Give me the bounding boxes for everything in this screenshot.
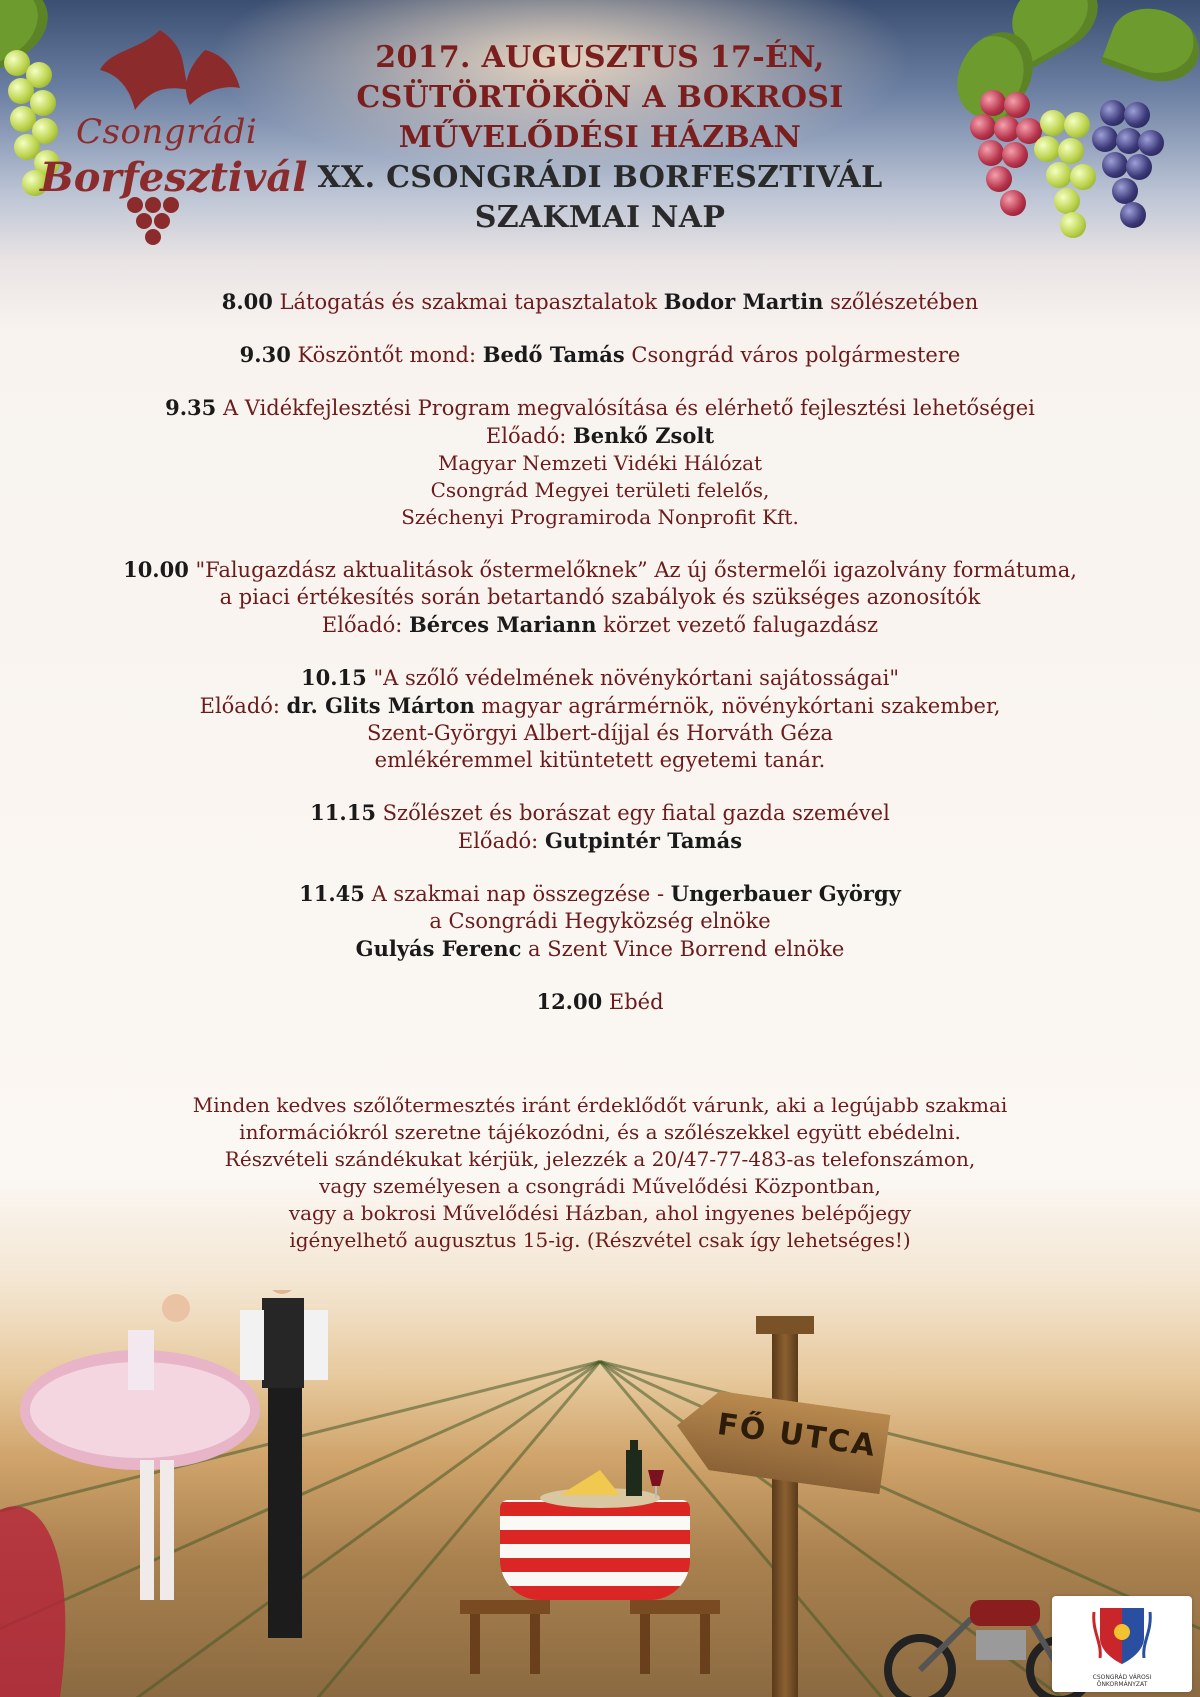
presenter-label: Előadó: — [199, 694, 287, 718]
municipality-crest — [1052, 1596, 1192, 1692]
presenter-label: Előadó: — [485, 424, 573, 448]
signpost-post — [772, 1320, 798, 1697]
program-title: "A szőlő védelmének növénykórtani sajátosságai" — [366, 666, 899, 690]
program-title: Szőlészet és borászat egy fiatal gazda szemével — [375, 801, 890, 825]
signpost-top — [756, 1316, 814, 1334]
program-time: 9.30 — [239, 342, 291, 367]
grapes-right-icon — [950, 0, 1200, 260]
invitation-line: információkról szeretne tájékozódni, és a szőlészekkel együtt ebédelni. — [239, 1120, 961, 1144]
presenter-role: emlékéremmel kitüntetett egyetemi tanár. — [374, 748, 826, 772]
program-item — [20, 288, 1180, 316]
presenter-name: Bérces Mariann — [408, 612, 597, 637]
invitation-line: Minden kedves szőlőtermesztés iránt érdeklődőt várunk, aki a legújabb szakmai — [192, 1093, 1008, 1117]
presenter-role: Csongrád Megyei területi felelős, — [430, 478, 770, 502]
crest-caption-line: CSONGRÁD VÁROSI — [1092, 1674, 1152, 1681]
bench-left-leg — [530, 1614, 540, 1674]
program-text: Látogatás és szakmai tapasztalatok — [272, 290, 664, 314]
bench-right-leg — [640, 1614, 650, 1674]
wine-and-cheese-icon — [530, 1440, 690, 1510]
program-text: Ebéd — [602, 990, 664, 1014]
header-venue: MŰVELŐDÉSI HÁZBAN — [398, 120, 802, 155]
program-title: A Vidékfejlesztési Program megvalósítása és elérhető fejlesztési lehetőségei — [216, 396, 1035, 420]
program-name: Bodor Martin — [663, 289, 824, 314]
presenter-name: Benkő Zsolt — [572, 423, 715, 448]
bench-left — [460, 1600, 550, 1614]
bench-right — [630, 1600, 720, 1614]
invitation-text — [60, 1092, 1140, 1254]
presenter-role: Magyar Nemzeti Vidéki Hálózat — [437, 451, 763, 475]
program-text: Köszöntőt mond: — [290, 343, 483, 367]
program-item — [20, 556, 1180, 639]
program-time: 10.15 — [301, 665, 367, 690]
event-header — [280, 38, 920, 238]
presenter-name: Gutpintér Tamás — [544, 828, 743, 853]
logo-text-csongradi: Csongrádi — [76, 112, 258, 152]
invitation-line: Részvételi szándékukat kérjük, jelezzék a 20/47-77-483-as telefonszámon, — [224, 1147, 976, 1171]
program-item — [20, 394, 1180, 531]
header-day: CSÜTÖRTÖKÖN A BOKROSI — [356, 80, 844, 115]
presenter-role: Szent-Györgyi Albert-díjjal és Horváth Géza — [366, 721, 834, 745]
program-title: "Falugazdász aktualitások őstermelőknek” Az új őstermelői igazolvány formátuma, — [188, 558, 1077, 582]
presenter-role: Széchenyi Programiroda Nonprofit Kft. — [401, 505, 799, 529]
coat-of-arms-icon — [1092, 1602, 1152, 1668]
folk-dancers-image — [0, 1290, 380, 1697]
program-item — [20, 799, 1180, 855]
program-name: Bedő Tamás — [482, 342, 625, 367]
program-time: 12.00 — [536, 989, 603, 1014]
invitation-line: igényelhető augusztus 15-ig. (Részvétel csak így lehetséges!) — [289, 1228, 911, 1252]
program-item — [20, 664, 1180, 774]
presenter-label: Előadó: — [321, 613, 409, 637]
signpost-text: FŐ UTCA — [715, 1407, 879, 1464]
bench-left-leg — [470, 1614, 480, 1674]
picnic-table-image — [500, 1500, 690, 1600]
program-time: 11.15 — [310, 800, 376, 825]
presenter-name: Ungerbauer György — [670, 881, 901, 906]
program-item — [20, 341, 1180, 369]
presenter-label: Előadó: — [457, 829, 545, 853]
program-title: a piaci értékesítés során betartandó szabályok és szükséges azonosítók — [219, 585, 981, 609]
bench-right-leg — [700, 1614, 710, 1674]
invitation-line: vagy a bokrosi Művelődési Házban, ahol ingyenes belépőjegy — [288, 1201, 912, 1225]
program-time: 8.00 — [221, 289, 273, 314]
program-time: 9.35 — [165, 395, 217, 420]
program-time: 11.45 — [299, 881, 365, 906]
program-list — [20, 288, 1180, 1041]
presenter-role: a Szent Vince Borrend elnöke — [521, 937, 845, 961]
presenter-role: körzet vezető falugazdász — [596, 613, 879, 637]
presenter-name: Gulyás Ferenc — [355, 936, 522, 961]
invitation-line: vagy személyesen a csongrádi Művelődési Központban, — [319, 1174, 881, 1198]
presenter-role: magyar agrármérnök, növénykórtani szakember, — [474, 694, 1001, 718]
header-date: 2017. AUGUSZTUS 17-ÉN, — [375, 40, 825, 75]
program-item — [20, 988, 1180, 1016]
program-title: A szakmai nap összegzése - — [364, 882, 671, 906]
crest-caption-line: ÖNKORMÁNYZAT — [1096, 1681, 1148, 1688]
program-time: 10.00 — [123, 557, 189, 582]
header-festival: XX. CSONGRÁDI BORFESZTIVÁL — [317, 160, 883, 195]
festival-logo — [40, 30, 308, 250]
presenter-role: a Csongrádi Hegyközség elnöke — [429, 909, 771, 933]
presenter-name: dr. Glits Márton — [286, 693, 475, 718]
header-professional-day: SZAKMAI NAP — [474, 200, 726, 235]
logo-text-borfesztival: Borfesztivál — [40, 154, 308, 201]
crest-caption — [1052, 1674, 1192, 1688]
program-item — [20, 880, 1180, 963]
program-text: szőlészetében — [823, 290, 979, 314]
program-text: Csongrád város polgármestere — [624, 343, 961, 367]
